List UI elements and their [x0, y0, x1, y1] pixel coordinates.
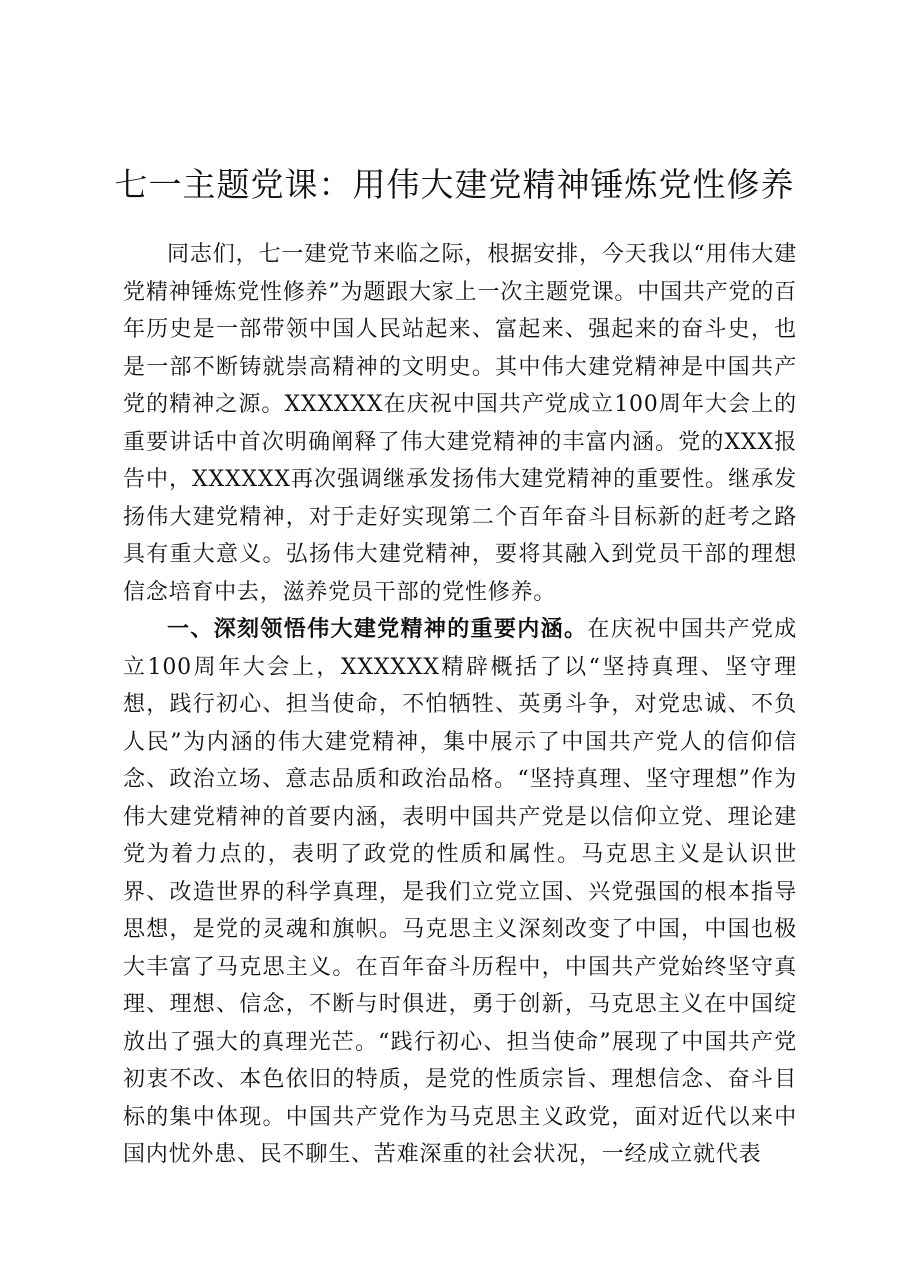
section-one-paragraph: [123, 611, 797, 1174]
intro-paragraph: [123, 236, 797, 611]
intro-paragraph-text: 同志们，七一建党节来临之际，根据安排，今天我以“用伟大建党精神锤炼党性修养”为题跟大家上一次主题党课。中国共产党的百年历史是一部带领中国人民站起来、富起来、强起来的奋斗史，也是一部不断铸就崇高精神的文明史。其中伟大建党精神是中国共产党的精神之源。XXXXXX在庆祝中国共产党成立100周年大会上的重要讲话中首次明确阐释了伟大建党精神的丰富内涵。党的XXX报告中，XXXXXX再次强调继承发扬伟大建党精神的重要性。继承发扬伟大建党精神，对于走好实现第二个百年奋斗目标新的赶考之路具有重大意义。弘扬伟大建党精神，要将其融入到党员干部的理想信念培育中去，滋养党员干部的党性修养。: [123, 242, 797, 605]
document-body: [123, 236, 797, 1174]
document-title: 七一主题党课：用伟大建党精神锤炼党性修养: [114, 165, 795, 204]
section-one-heading: 一、深刻领悟伟大建党精神的重要内涵。: [167, 617, 588, 642]
section-one-text: 在庆祝中国共产党成立100周年大会上，XXXXXX精辟概括了以“坚持真理、坚守理想，践行初心、担当使命，不怕牺牲、英勇斗争，对党忠诚、不负人民”为内涵的伟大建党精神，集中展示了中国共产党人的信仰信念、政治立场、意志品质和政治品格。“坚持真理、坚守理想”作为伟大建党精神的首要内涵，表明中国共产党是以信仰立党、理论建党为着力点的，表明了政党的性质和属性。马克思主义是认识世界、改造世界的科学真理，是我们立党立国、兴党强国的根本指导思想，是党的灵魂和旗帜。马克思主义深刻改变了中国，中国也极大丰富了马克思主义。在百年奋斗历程中，中国共产党始终坚守真理、理想、信念，不断与时俱进，勇于创新，马克思主义在中国绽放出了强大的真理光芒。“践行初心、担当使命”展现了中国共产党初衷不改、本色依旧的特质，是党的性质宗旨、理想信念、奋斗目标的集中体现。中国共产党作为马克思主义政党，面对近代以来中国内忧外患、民不聊生、苦难深重的社会状况，一经成立就代表: [123, 617, 798, 1167]
